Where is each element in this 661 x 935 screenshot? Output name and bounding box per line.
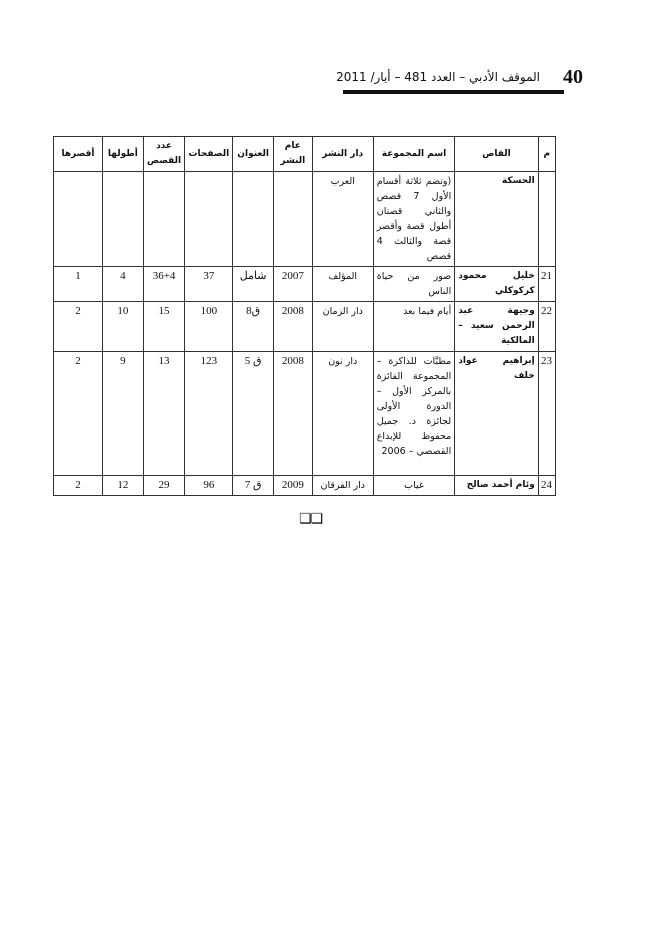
row-year bbox=[273, 172, 312, 267]
header-publisher: دار النشر bbox=[312, 137, 373, 172]
row-publisher: المؤلف bbox=[312, 267, 373, 302]
row-title-story bbox=[233, 172, 274, 267]
header-story-count: عدد القصص bbox=[143, 137, 185, 172]
row-index: 24 bbox=[538, 476, 555, 496]
row-publisher: دار نون bbox=[312, 352, 373, 476]
row-shortest: 2 bbox=[54, 476, 103, 496]
row-story-count: 29 bbox=[143, 476, 185, 496]
row-story-count: 15 bbox=[143, 302, 185, 352]
row-year: 2008 bbox=[273, 302, 312, 352]
row-title-story: شامل bbox=[233, 267, 274, 302]
table-row bbox=[54, 352, 556, 476]
table-row bbox=[54, 172, 556, 267]
row-publisher: دار الزمان bbox=[312, 302, 373, 352]
header-shortest: أقصرها bbox=[54, 137, 103, 172]
row-shortest: 2 bbox=[54, 302, 103, 352]
row-shortest: 2 bbox=[54, 352, 103, 476]
row-index: 22 bbox=[538, 302, 555, 352]
row-year: 2008 bbox=[273, 352, 312, 476]
row-longest: 10 bbox=[102, 302, 143, 352]
header-rule bbox=[343, 90, 564, 94]
row-publisher: العرب bbox=[312, 172, 373, 267]
row-collection: مطبَّات للذاكرة – المجموعة الفائزة بالمركز الأول – الدورة الأولى لجائزة د. جميل محفوظ للإبداع القصصي – 2006 bbox=[373, 352, 454, 476]
row-index: 23 bbox=[538, 352, 555, 476]
row-author: خليل محمود كركوكلي bbox=[455, 267, 538, 302]
row-pages: 123 bbox=[185, 352, 233, 476]
table-header-row bbox=[54, 137, 556, 172]
table-row bbox=[54, 476, 556, 496]
row-story-count: 36+4 bbox=[143, 267, 185, 302]
row-author: وئام أحمد صالح bbox=[455, 476, 538, 496]
table-row bbox=[54, 302, 556, 352]
row-title-story: ق 7 bbox=[233, 476, 274, 496]
row-collection: صور من حياة الناس bbox=[373, 267, 454, 302]
row-pages bbox=[185, 172, 233, 267]
row-publisher: دار الفرقان bbox=[312, 476, 373, 496]
header-index: م bbox=[538, 137, 555, 172]
row-author: وجيهة عبد الرحمن سعيد – المالكية bbox=[455, 302, 538, 352]
header-longest: أطولها bbox=[102, 137, 143, 172]
header-year: عام النشر bbox=[273, 137, 312, 172]
row-year: 2009 bbox=[273, 476, 312, 496]
row-story-count bbox=[143, 172, 185, 267]
row-title-story: ق8 bbox=[233, 302, 274, 352]
header-pages: الصفحات bbox=[185, 137, 233, 172]
row-index: 21 bbox=[538, 267, 555, 302]
row-shortest bbox=[54, 172, 103, 267]
row-longest: 9 bbox=[102, 352, 143, 476]
row-year: 2007 bbox=[273, 267, 312, 302]
row-longest: 4 bbox=[102, 267, 143, 302]
row-longest bbox=[102, 172, 143, 267]
row-pages: 37 bbox=[185, 267, 233, 302]
page-number: 40 bbox=[563, 66, 583, 88]
header-collection: اسم المجموعة bbox=[373, 137, 454, 172]
row-collection: (وتضم ثلاثة أقسام الأول 7 قصص والثاني قصتان أطول قصة وأقصر قصة والثالث 4 قصص bbox=[373, 172, 454, 267]
end-ornament: ❏❏ bbox=[299, 511, 323, 527]
row-shortest: 1 bbox=[54, 267, 103, 302]
row-longest: 12 bbox=[102, 476, 143, 496]
stories-table bbox=[53, 136, 556, 496]
header-author: القاص bbox=[455, 137, 538, 172]
row-pages: 100 bbox=[185, 302, 233, 352]
row-title-story: ق 5 bbox=[233, 352, 274, 476]
running-header: الموقف الأدبي – العدد 481 – أيار/ 2011 bbox=[336, 70, 540, 84]
table-row bbox=[54, 267, 556, 302]
header-title-story: العنوان bbox=[233, 137, 274, 172]
row-index bbox=[538, 172, 555, 267]
row-collection: أيام فيما بعد bbox=[373, 302, 454, 352]
row-story-count: 13 bbox=[143, 352, 185, 476]
row-author: الحسكة bbox=[455, 172, 538, 267]
row-pages: 96 bbox=[185, 476, 233, 496]
row-author: إبراهيم عواد خلف bbox=[455, 352, 538, 476]
row-collection: غياب bbox=[373, 476, 454, 496]
